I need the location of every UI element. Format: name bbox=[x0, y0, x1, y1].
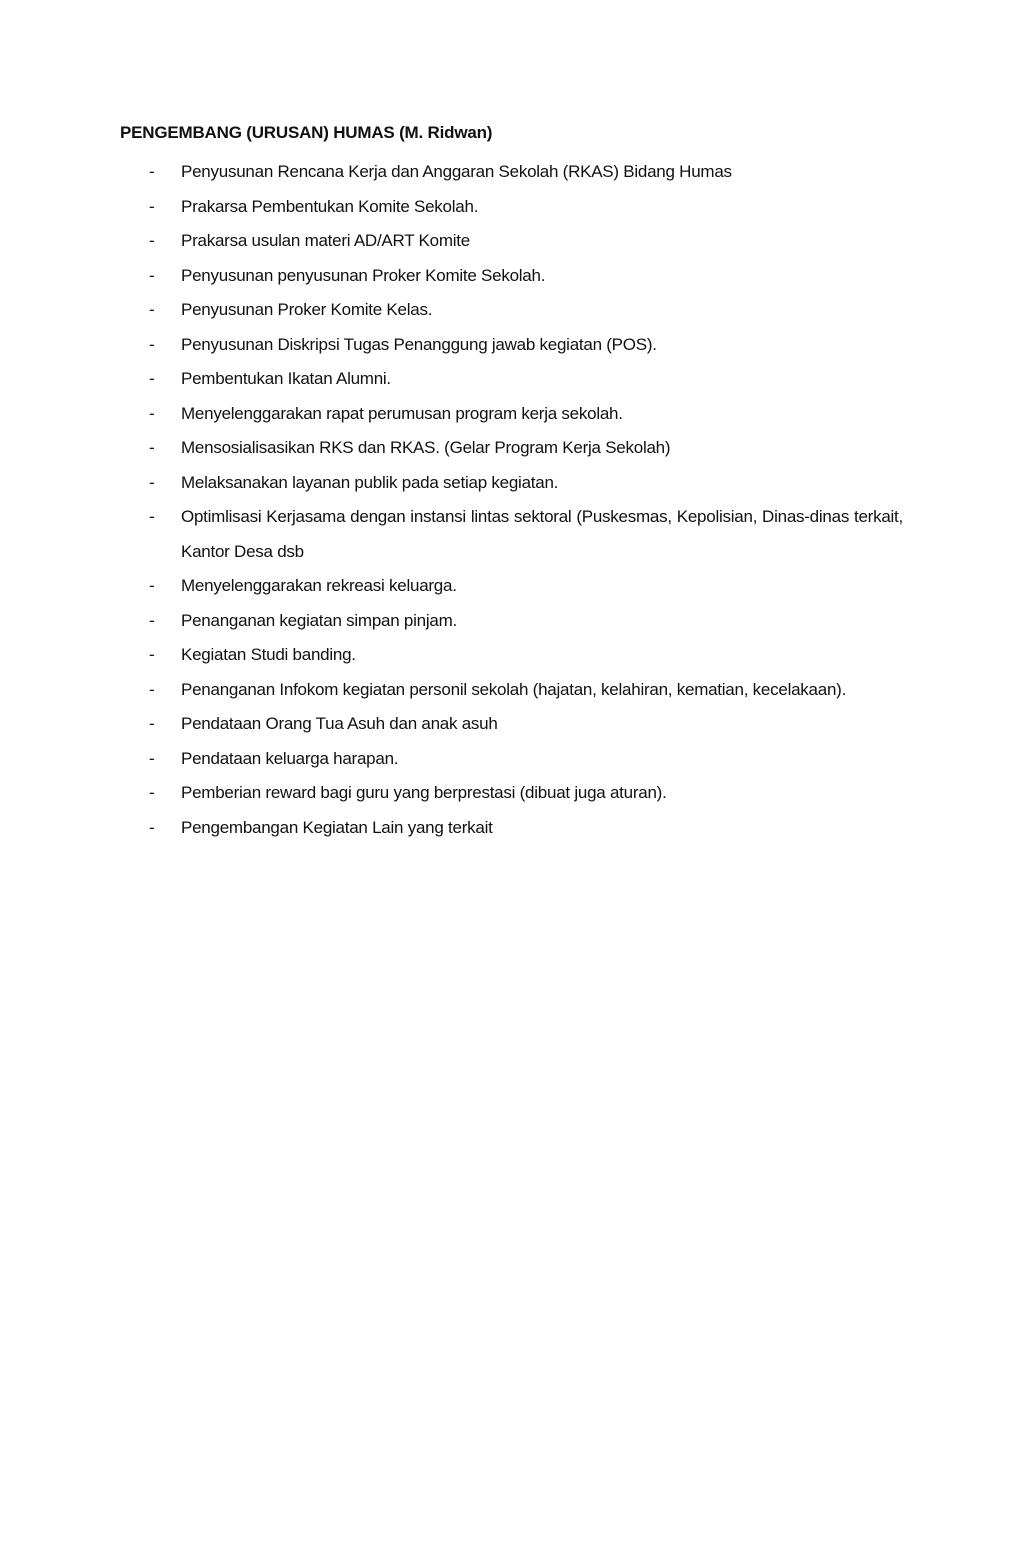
list-bullet: - bbox=[149, 507, 155, 526]
list-item bbox=[0, 500, 1024, 569]
list-bullet: - bbox=[149, 403, 155, 423]
list-bullet: - bbox=[149, 438, 155, 457]
section-heading: PENGEMBANG (URUSAN) HUMAS (M. Ridwan) bbox=[120, 123, 493, 142]
list-item-text: Penyusunan Rencana Kerja dan Anggaran Sekolah (RKAS) Bidang Humas bbox=[181, 162, 732, 181]
list-item-text: Melaksanakan layanan publik pada setiap kegiatan. bbox=[181, 472, 559, 492]
list-item-text: Penyusunan penyusunan Proker Komite Sekolah. bbox=[181, 265, 546, 285]
list-bullet: - bbox=[149, 576, 155, 595]
list-item-text: Penyusunan Proker Komite Kelas. bbox=[181, 300, 433, 319]
list-item bbox=[0, 673, 1024, 708]
list-item-text: Penanganan Infokom kegiatan personil sekolah (hajatan, kelahiran, kematian, kecelakaan). bbox=[181, 679, 847, 699]
list-bullet: - bbox=[149, 714, 155, 733]
list-bullet: - bbox=[149, 610, 155, 630]
list-item bbox=[0, 155, 1024, 190]
list-bullet: - bbox=[149, 817, 155, 837]
list-item-text: Pemberian reward bagi guru yang berprestasi (dibuat juga aturan). bbox=[181, 783, 667, 802]
list-item-text: Penyusunan Diskripsi Tugas Penanggung jawab kegiatan (POS). bbox=[181, 334, 657, 354]
list-item bbox=[0, 569, 1024, 604]
list-bullet: - bbox=[149, 231, 155, 250]
list-item-text: Mensosialisasikan RKS dan RKAS. (Gelar Program Kerja Sekolah) bbox=[181, 438, 671, 457]
list-item-text: Prakarsa Pembentukan Komite Sekolah. bbox=[181, 196, 479, 216]
list-item bbox=[0, 397, 1024, 432]
list-bullet: - bbox=[149, 783, 155, 802]
list-item-text: Prakarsa usulan materi AD/ART Komite bbox=[181, 231, 470, 250]
list-bullet: - bbox=[149, 300, 155, 319]
list-bullet: - bbox=[149, 748, 155, 768]
list-item bbox=[0, 431, 1024, 466]
list-item bbox=[0, 742, 1024, 777]
list-item bbox=[0, 190, 1024, 225]
list-bullet: - bbox=[149, 334, 155, 354]
list-bullet: - bbox=[149, 196, 155, 216]
list-item bbox=[0, 776, 1024, 811]
list-item bbox=[0, 466, 1024, 501]
list-item bbox=[0, 638, 1024, 673]
list-bullet: - bbox=[149, 265, 155, 285]
list-item-text: Pengembangan Kegiatan Lain yang terkait bbox=[181, 817, 493, 837]
list-bullet: - bbox=[149, 472, 155, 492]
list-item-text: Pendataan keluarga harapan. bbox=[181, 748, 399, 768]
list-bullet: - bbox=[149, 679, 155, 699]
list-bullet: - bbox=[149, 369, 155, 388]
list-item-text: Penanganan kegiatan simpan pinjam. bbox=[181, 610, 457, 630]
list-item-text: Menyelenggarakan rapat perumusan program kerja sekolah. bbox=[181, 403, 623, 423]
list-item-text: Kegiatan Studi banding. bbox=[181, 645, 356, 664]
list-item-text: Optimlisasi Kerjasama dengan instansi lintas sektoral (Puskesmas, Kepolisian, Dinas-dinas terkait, Kantor Desa dsb bbox=[181, 507, 903, 561]
list-item bbox=[0, 293, 1024, 328]
task-list bbox=[0, 155, 1024, 845]
list-item bbox=[0, 707, 1024, 742]
list-item bbox=[0, 604, 1024, 639]
list-item bbox=[0, 224, 1024, 259]
list-item bbox=[0, 811, 1024, 846]
list-item-text: Pembentukan Ikatan Alumni. bbox=[181, 369, 391, 388]
list-bullet: - bbox=[149, 645, 155, 664]
list-item bbox=[0, 259, 1024, 294]
list-item-text: Pendataan Orang Tua Asuh dan anak asuh bbox=[181, 714, 498, 733]
list-bullet: - bbox=[149, 162, 155, 181]
list-item bbox=[0, 328, 1024, 363]
list-item-text: Menyelenggarakan rekreasi keluarga. bbox=[181, 576, 457, 595]
list-item bbox=[0, 362, 1024, 397]
